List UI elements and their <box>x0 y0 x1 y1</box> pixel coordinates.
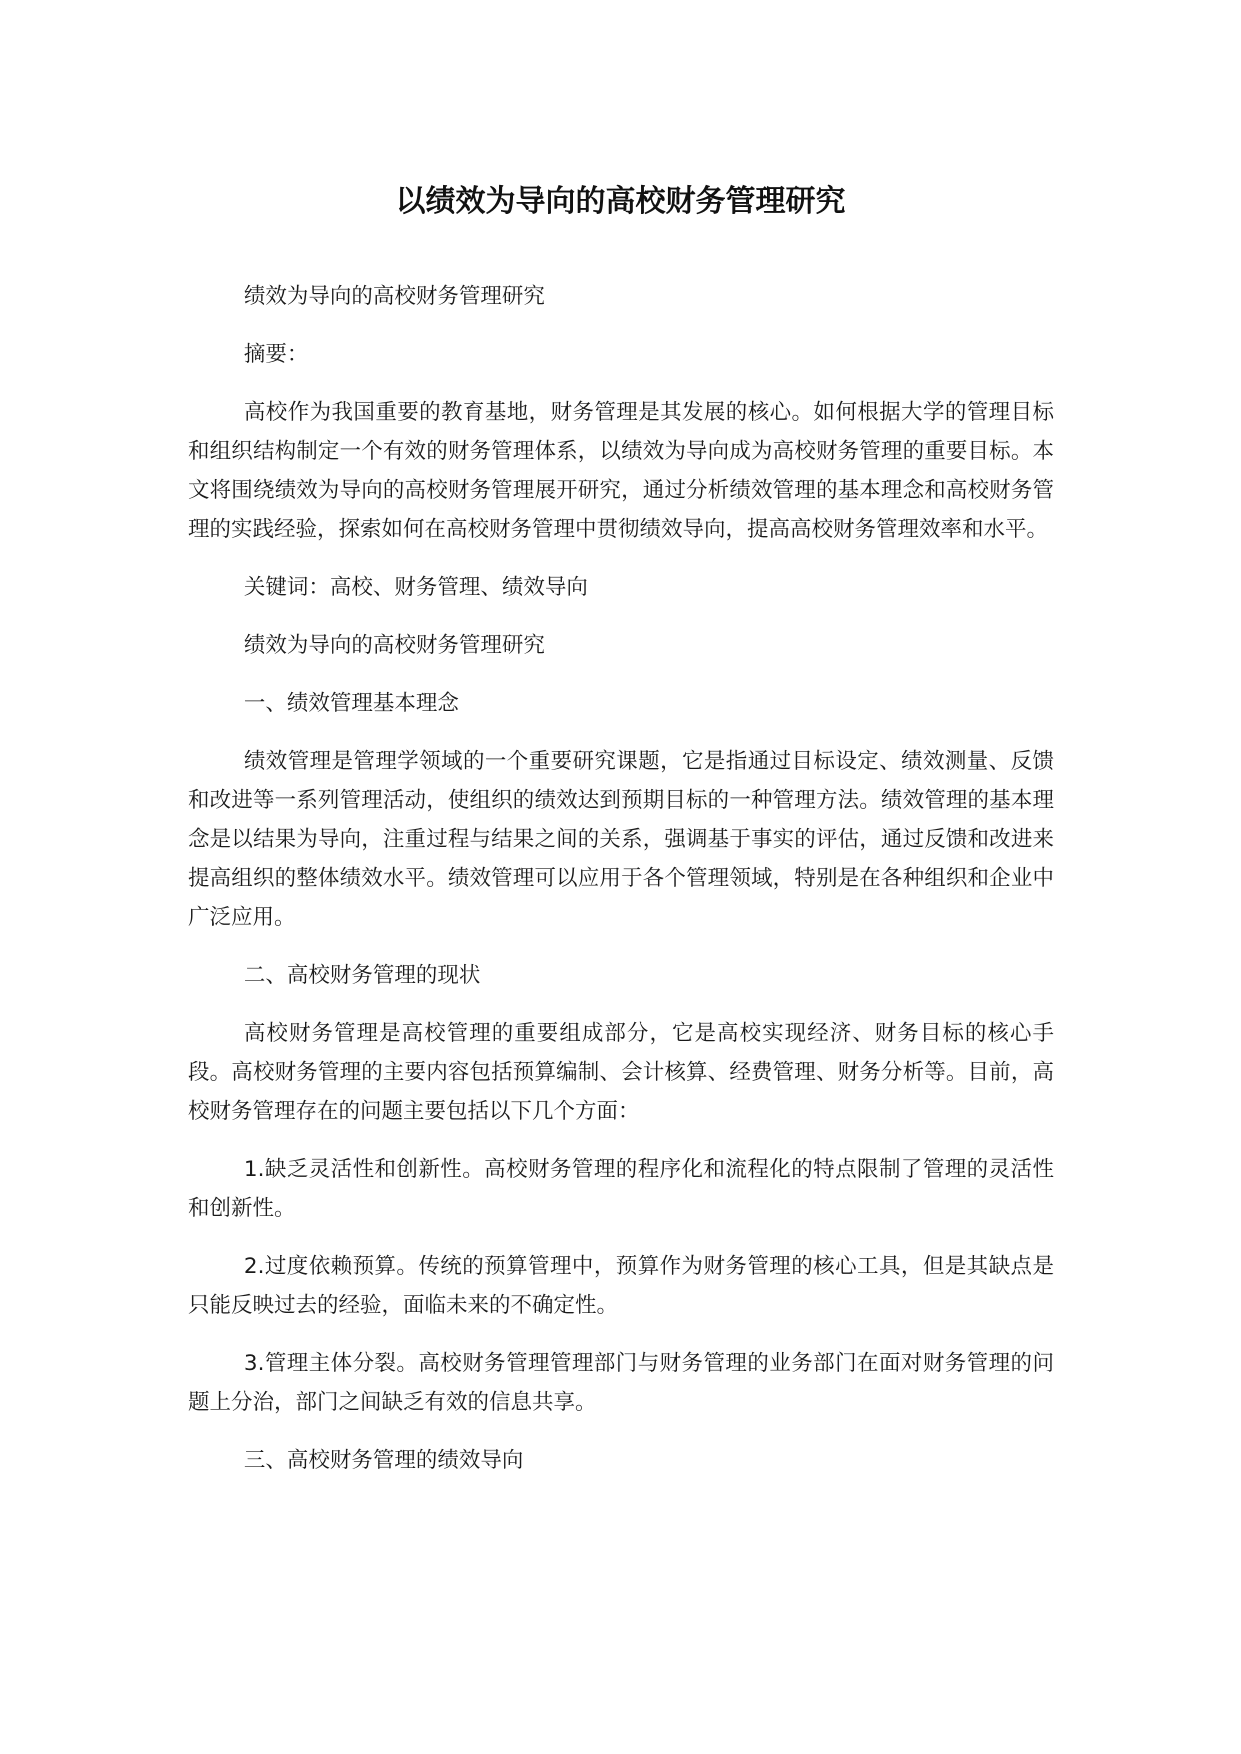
abstract-heading: 摘要： <box>243 342 309 367</box>
list-item-2: 2.过度依赖预算。传统的预算管理中，预算作为财务管理的核心工具，但是其缺点是只能反映过去的经验，面临未来的不确定性。 <box>188 1254 1054 1318</box>
list-item-1: 1.缺乏灵活性和创新性。高校财务管理的程序化和流程化的特点限制了管理的灵活性和创新性。 <box>188 1157 1054 1221</box>
keywords-paragraph: 关键词：高校、财务管理、绩效导向 <box>243 575 588 600</box>
section-heading-1: 一、绩效管理基本理念 <box>243 691 459 716</box>
section-2-paragraph: 高校财务管理是高校管理的重要组成部分，它是高校实现经济、财务目标的核心手段。高校财务管理的主要内容包括预算编制、会计核算、经费管理、财务分析等。目前，高校财务管理存在的问题主要包括以下几个方面： <box>188 1021 1054 1124</box>
section-heading-2: 二、高校财务管理的现状 <box>243 963 481 988</box>
section-heading-3: 三、高校财务管理的绩效导向 <box>243 1448 524 1473</box>
abstract-paragraph: 高校作为我国重要的教育基地，财务管理是其发展的核心。如何根据大学的管理目标和组织结构制定一个有效的财务管理体系，以绩效为导向成为高校财务管理的重要目标。本文将围绕绩效为导向的高校财务管理展开研究，通过分析绩效管理的基本理念和高校财务管理的实践经验，探索如何在高校财务管理中贯彻绩效导向，提高高校财务管理效率和水平。 <box>188 400 1054 542</box>
subtitle-paragraph: 绩效为导向的高校财务管理研究 <box>243 284 545 309</box>
list-item-3: 3.管理主体分裂。高校财务管理管理部门与财务管理的业务部门在面对财务管理的问题上分治，部门之间缺乏有效的信息共享。 <box>188 1351 1054 1415</box>
document-body <box>188 277 1054 1499</box>
section-1-paragraph: 绩效管理是管理学领域的一个重要研究课题，它是指通过目标设定、绩效测量、反馈和改进等一系列管理活动，使组织的绩效达到预期目标的一种管理方法。绩效管理的基本理念是以结果为导向，注重过程与结果之间的关系，强调基于事实的评估，通过反馈和改进来提高组织的整体绩效水平。绩效管理可以应用于各个管理领域，特别是在各种组织和企业中广泛应用。 <box>188 749 1054 930</box>
repeat-title-paragraph: 绩效为导向的高校财务管理研究 <box>243 633 545 658</box>
document-title: 以绩效为导向的高校财务管理研究 <box>395 184 846 219</box>
